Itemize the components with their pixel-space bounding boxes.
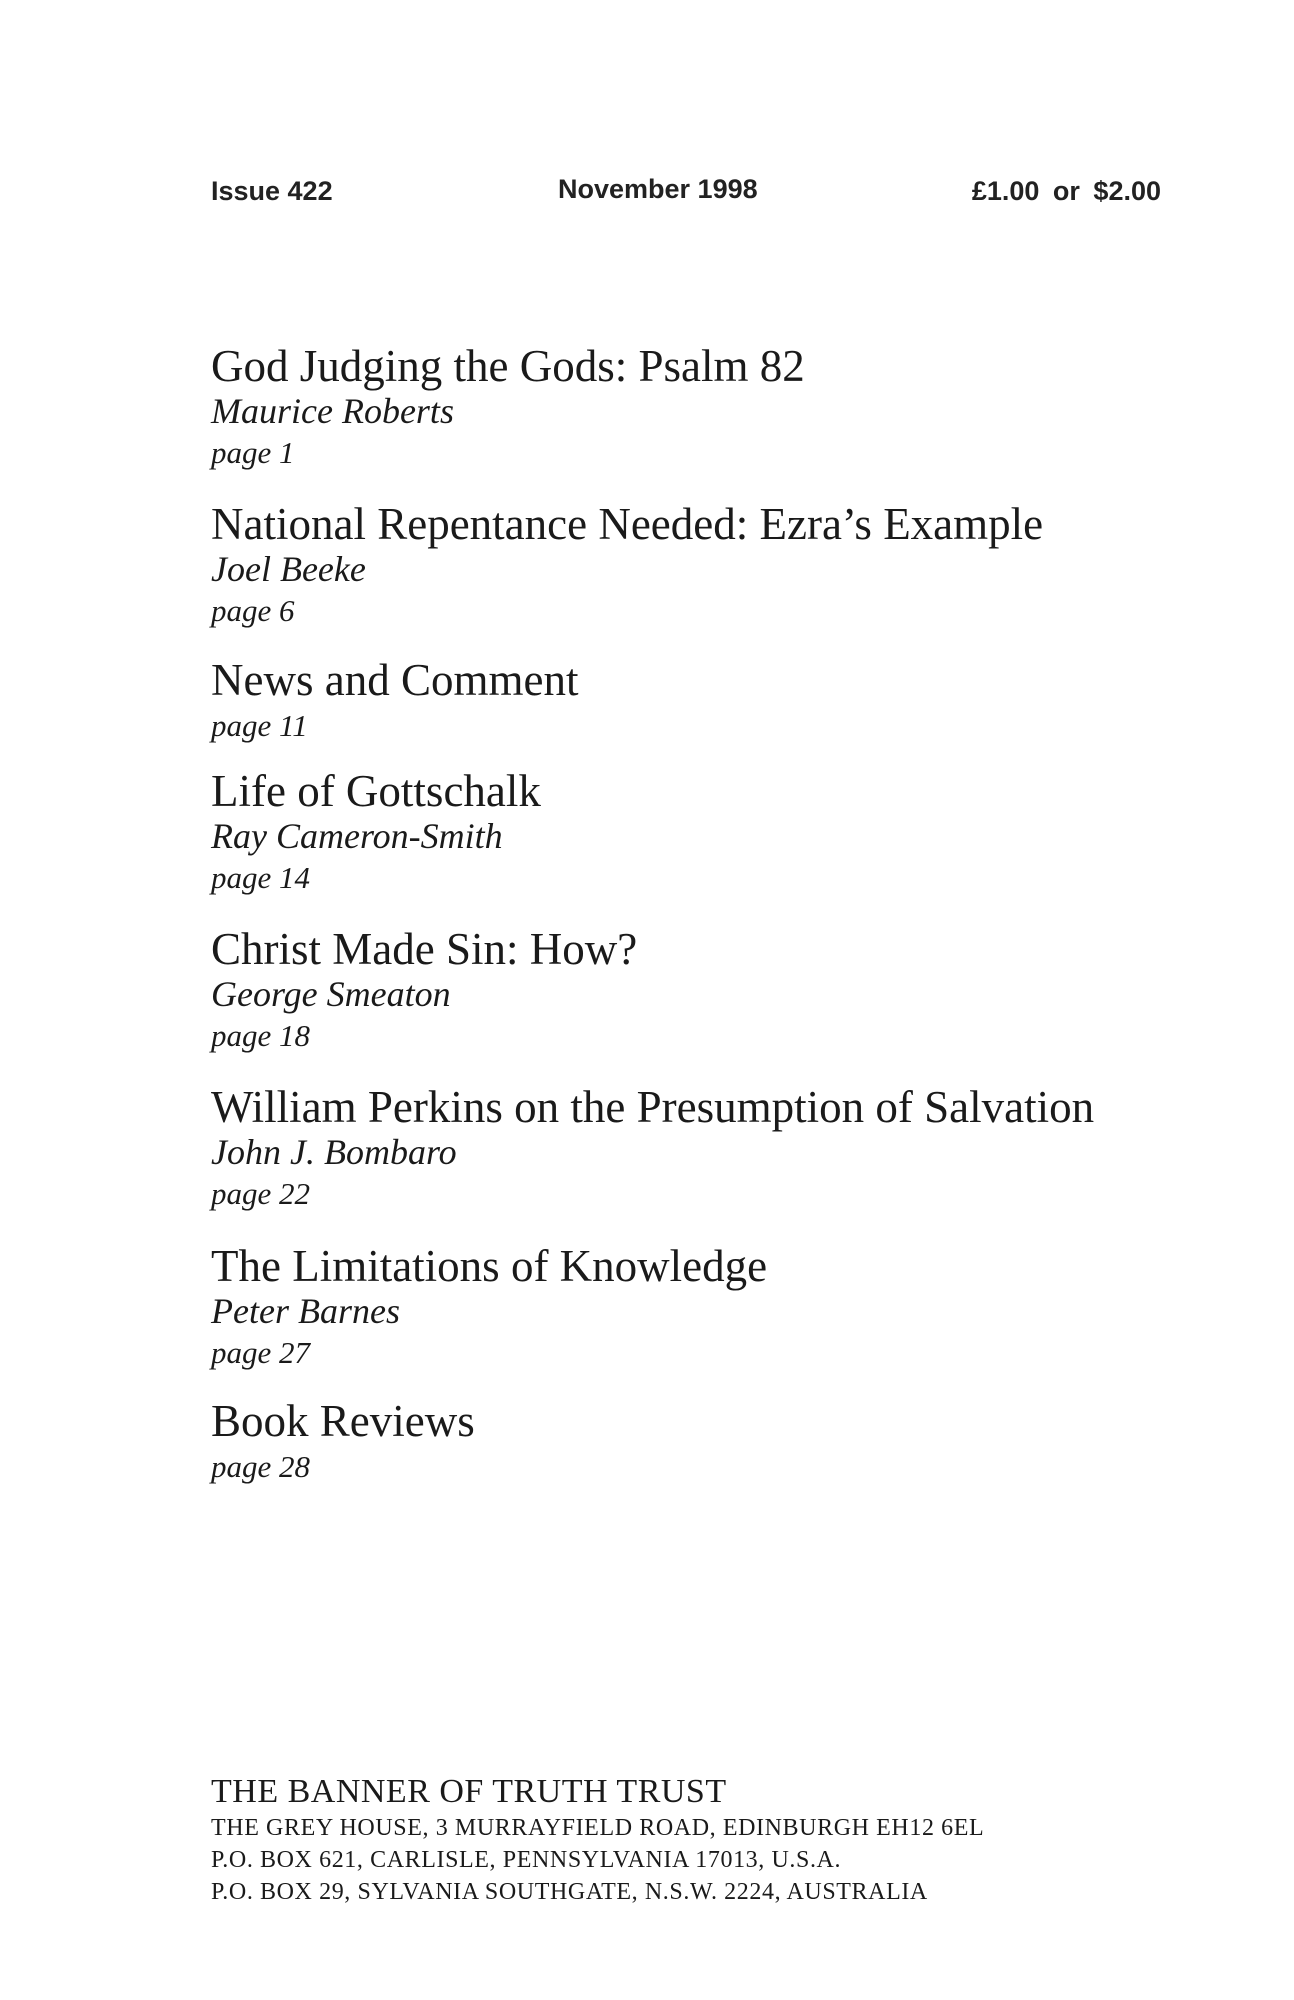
article-title: National Repentance Needed: Ezra’s Example [211,499,1044,549]
article-author: Ray Cameron-Smith [211,816,503,856]
issue-number: Issue 422 [211,176,333,206]
issue-price: £1.00 or $2.00 [971,176,1161,206]
article-page: page 6 [211,593,295,628]
toc-entry[interactable] [211,1081,1094,1214]
toc-entry[interactable] [211,1395,475,1487]
publisher-footer [211,1772,984,1908]
issue-header [211,176,1161,216]
toc-entry[interactable] [211,765,541,898]
article-page: page 22 [211,1176,311,1211]
article-title: Christ Made Sin: How? [211,924,638,974]
publisher-address-edinburgh: THE GREY HOUSE, 3 MURRAYFIELD ROAD, EDINBURGH EH12 6EL [211,1815,985,1841]
toc-entry[interactable] [211,1240,767,1373]
article-author: Joel Beeke [211,549,366,589]
issue-date: November 1998 [558,174,758,204]
article-page: page 27 [211,1335,311,1370]
article-page: page 28 [211,1449,311,1484]
article-title: Book Reviews [211,1396,475,1446]
article-page: page 18 [211,1018,311,1053]
toc-entry[interactable] [211,654,578,746]
article-title: Life of Gottschalk [211,766,541,816]
article-page: page 11 [211,708,308,743]
toc-entry[interactable] [211,923,637,1056]
article-title: William Perkins on the Presumption of Salvation [211,1082,1095,1132]
publisher-address-carlisle: P.O. BOX 621, CARLISLE, PENNSYLVANIA 17013, U.S.A. [211,1847,842,1873]
article-page: page 1 [211,435,295,470]
article-title: News and Comment [211,655,579,705]
toc-entry[interactable] [211,498,1043,631]
article-title: God Judging the Gods: Psalm 82 [211,341,805,391]
publisher-name: THE BANNER OF TRUTH TRUST [211,1773,727,1810]
article-author: Peter Barnes [211,1291,400,1331]
article-author: George Smeaton [211,974,451,1014]
publisher-address-sylvania: P.O. BOX 29, SYLVANIA SOUTHGATE, N.S.W. 2224, AUSTRALIA [211,1879,928,1905]
toc-entry[interactable] [211,340,805,473]
article-page: page 14 [211,860,311,895]
article-author: John J. Bombaro [211,1132,457,1172]
article-author: Maurice Roberts [211,391,454,431]
article-title: The Limitations of Knowledge [211,1241,768,1291]
